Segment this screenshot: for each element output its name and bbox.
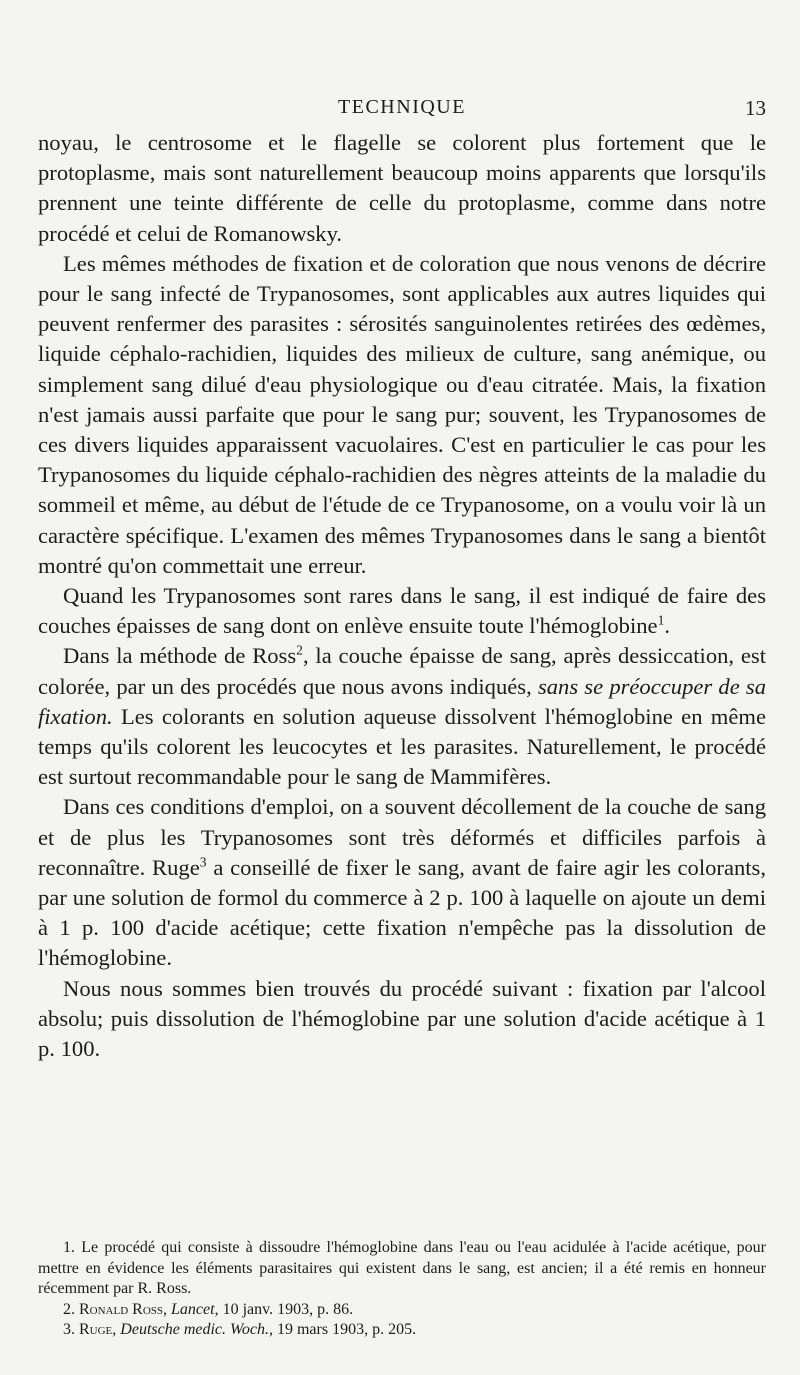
footnotes xyxy=(38,1238,766,1341)
footnote-3-journal: Deutsche medic. Woch. xyxy=(120,1321,269,1339)
footnote-ref-3: 3 xyxy=(199,854,207,870)
running-title: TECHNIQUE xyxy=(338,96,466,118)
page-number: 13 xyxy=(745,96,766,120)
footnote-2-rest: , 10 janv. 1903, p. 86. xyxy=(214,1300,354,1318)
footnote-3-rest: , 19 mars 1903, p. 205. xyxy=(268,1321,417,1339)
paragraph-4 xyxy=(38,641,766,792)
page-header xyxy=(38,96,766,126)
paragraph-5-end: a conseillé de fixer le sang, avant de faire agir les colorants, par une solution de formol du commerce à 2 p. 100 à laquelle on ajoute un demi à 1 p. 100 d'acide acétique; cette fixation n'empêche pas la dissolution de l'hémoglobine. xyxy=(38,854,766,971)
paragraph-3-end: . xyxy=(664,613,671,639)
paragraph-1: noyau, le centrosome et le flagelle se colorent plus fortement que le protoplasme, mais sont naturellement beaucoup moins apparents que lorsqu'ils prennent une teinte différente de celle du protoplasme, comme dans notre procédé et celui de Romanowsky. xyxy=(38,130,766,246)
footnote-3-author: Ruge xyxy=(79,1321,113,1339)
footnote-3 xyxy=(38,1320,766,1341)
paragraph-2: Les mêmes méthodes de fixation et de coloration que nous venons de décrire pour le sang infecté de Trypanosomes, sont applicables aux autres liquides qui peuvent renfermer des parasites : sérosités sanguinolentes retirées des œdèmes, liquide céphalo-rachidien, liquides des milieux de culture, sang anémique, ou simplement sang dilué d'eau physiologique ou d'eau citratée. Mais, la fixation n'est jamais aussi parfaite que pour le sang pur; souvent, les Trypanosomes de ces divers liquides apparaissent vacuolaires. C'est en particulier le cas pour les Trypanosomes du liquide céphalo-rachidien des nègres atteints de la maladie du sommeil et même, au début de l'étude de ce Trypanosome, on a voulu voir là un caractère spécifique. L'examen des mêmes Trypanosomes dans le sang a bientôt montré qu'on commettait une erreur. xyxy=(38,250,766,578)
paragraph-4-start: Dans la méthode de Ross xyxy=(63,643,297,669)
paragraph-4-end: Les colorants en solution aqueuse dissolvent l'hémoglobine en même temps qu'ils colorent les leucocytes et les parasites. Naturellement, le procédé est surtout recommandable pour le sang de Mammifères. xyxy=(38,703,766,790)
body-text xyxy=(38,128,766,1064)
footnote-ref-1: 1 xyxy=(657,612,665,628)
footnote-2 xyxy=(38,1300,766,1321)
footnote-3-number: 3. xyxy=(63,1321,79,1339)
paragraph-5-start: Dans ces conditions d'emploi, on a souvent décollement de la couche de sang et de plus les Trypanosomes sont très déformés et difficiles parfois à reconnaître. Ruge xyxy=(38,794,766,880)
paragraph-6: Nous nous sommes bien trouvés du procédé suivant : fixation par l'alcool absolu; puis dissolution de l'hémoglobine par une solution d'acide acétique à 1 p. 100. xyxy=(38,975,766,1062)
paragraph-4-mid: , la couche épaisse de sang, après dessiccation, est colorée, par un des procédés que nous avons indiqués, xyxy=(38,643,766,699)
paragraph-4-italic: sans se préoccuper de sa fixation. xyxy=(38,673,766,729)
paragraph-3-text: Quand les Trypanosomes sont rares dans le sang, il est indiqué de faire des couches épaisses de sang dont on enlève ensuite toute l'hémoglobine xyxy=(38,583,766,639)
paragraph-5 xyxy=(38,792,766,973)
footnote-1: 1. Le procédé qui consiste à dissoudre l'hémoglobine dans l'eau ou l'eau acidulée à l'acide acétique, pour mettre en évidence les éléments parasitaires qui existent dans le sang, est ancien; il a été remis en honneur récemment par R. Ross. xyxy=(38,1239,766,1298)
paragraph-3 xyxy=(38,581,766,641)
footnote-2-author: Ronald Ross xyxy=(79,1300,164,1318)
footnote-ref-2: 2 xyxy=(296,642,303,658)
footnote-2-sep: , xyxy=(163,1300,172,1318)
footnote-2-number: 2. xyxy=(63,1300,79,1318)
footnote-3-sep: , xyxy=(112,1321,121,1339)
footnote-2-journal: Lancet xyxy=(171,1300,215,1318)
